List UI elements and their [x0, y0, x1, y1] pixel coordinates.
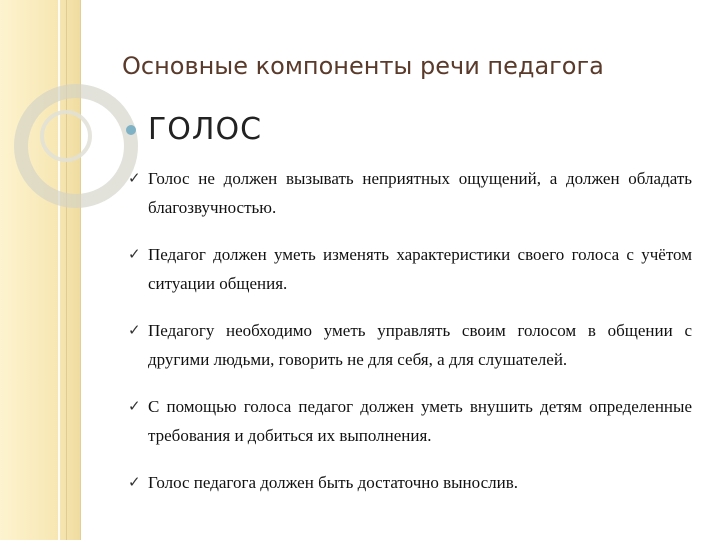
list-item: [128, 468, 692, 497]
list-item: [128, 240, 692, 298]
decorative-side-panel: [0, 0, 81, 540]
section-heading: ГОЛОС: [148, 112, 263, 147]
check-icon: ✓: [128, 397, 141, 415]
list-item: [128, 316, 692, 374]
list-item-text: С помощью голоса педагог должен уметь внушить детям определенные требования и добиться их выполнения.: [148, 397, 692, 445]
list-item: [128, 164, 692, 222]
list-item-text: Педагог должен уметь изменять характеристики своего голоса с учётом ситуации общения.: [148, 245, 692, 293]
decorative-ring-inner: [40, 110, 92, 162]
list-item-text: Педагогу необходимо уметь управлять своим голосом в общении с другими людьми, говорить не для себя, а для слушателей.: [148, 321, 692, 369]
list-item-text: Голос не должен вызывать неприятных ощущений, а должен обладать благозвучностью.: [148, 169, 692, 217]
side-stripe-thin: [66, 0, 67, 540]
section-header: [126, 112, 262, 147]
slide-title: Основные компоненты речи педагога: [122, 52, 604, 80]
side-stripe: [58, 0, 60, 540]
check-icon: ✓: [128, 321, 141, 339]
list-item-text: Голос педагога должен быть достаточно вынослив.: [148, 473, 518, 492]
circle-bullet-icon: [126, 125, 136, 135]
check-icon: ✓: [128, 473, 141, 491]
check-icon: ✓: [128, 245, 141, 263]
check-icon: ✓: [128, 169, 141, 187]
bullet-list: [128, 164, 692, 515]
list-item: [128, 392, 692, 450]
